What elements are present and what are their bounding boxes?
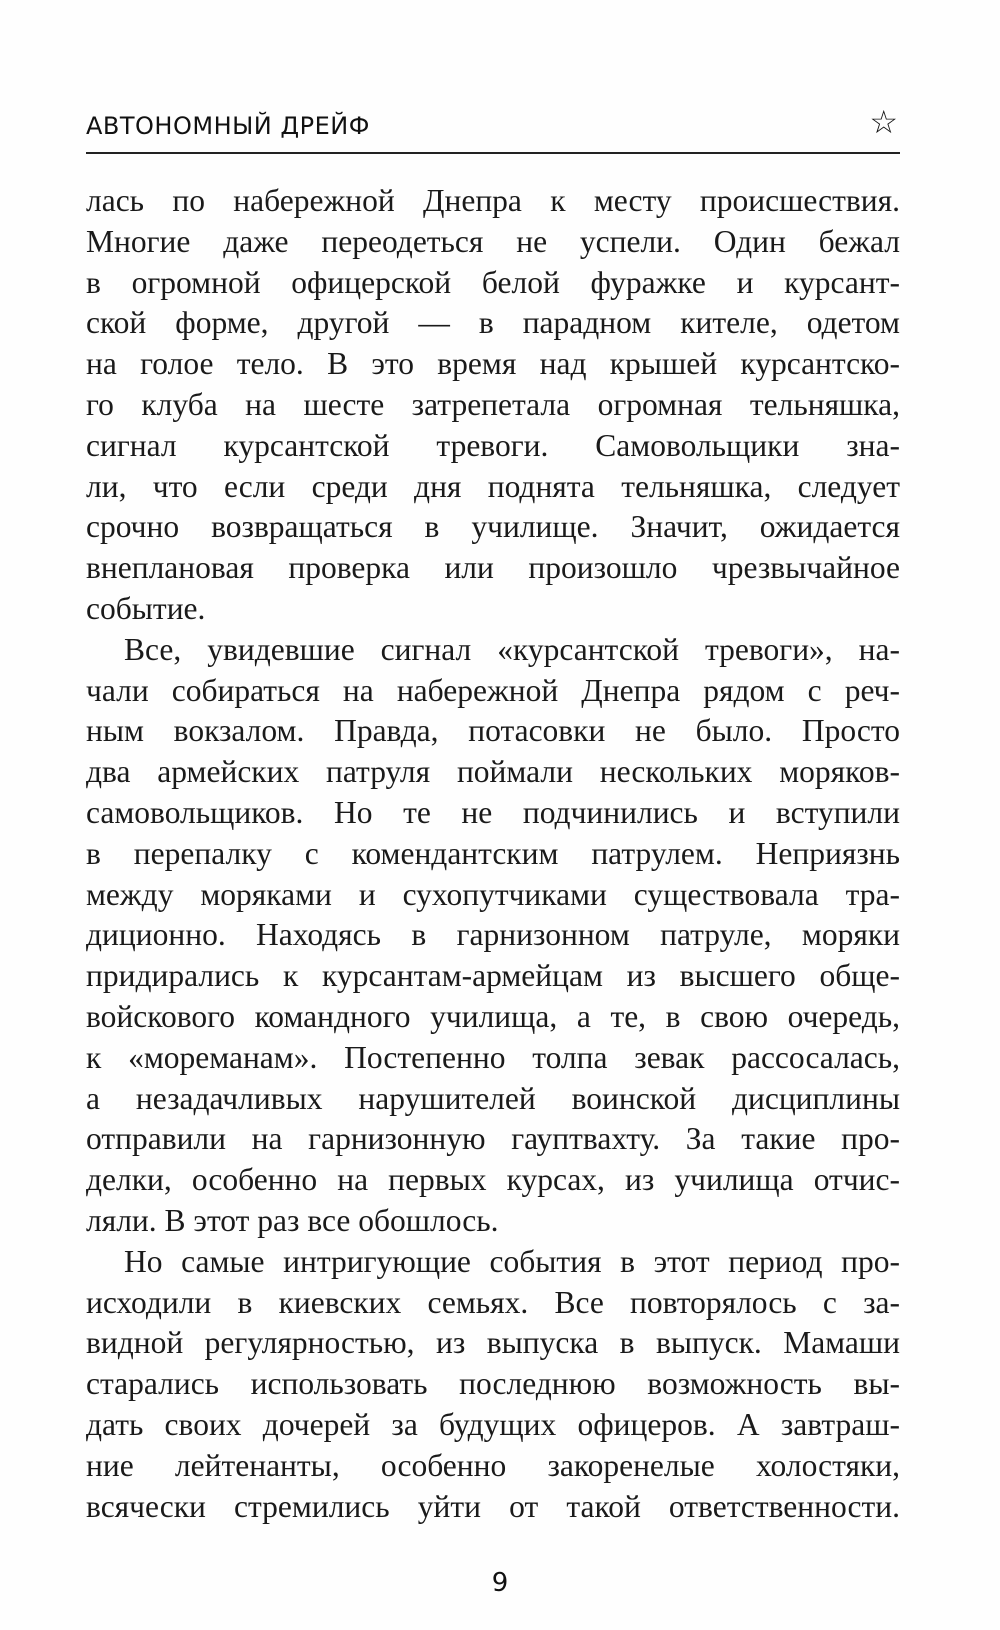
text-line: самовольщиков. Но те не подчинились и вступили (86, 794, 900, 830)
text-line: Но самые интригующие события в этот период про- (124, 1243, 900, 1279)
paragraph (86, 1242, 900, 1528)
text-line: Многие даже переодеться не успели. Один бежал (86, 223, 900, 259)
text-line: исходили в киевских семьях. Все повторялось с за- (86, 1284, 900, 1320)
text-line: отправили на гарнизонную гауптвахту. За такие про- (86, 1121, 900, 1157)
text-line: а незадачливых нарушителей воинской дисциплины (86, 1080, 900, 1116)
text-line: в огромной офицерской белой фуражке и курсант- (86, 264, 900, 300)
text-line: видной регулярностью, из выпуска в выпуск. Мамаши (86, 1325, 900, 1361)
text-line: срочно возвращаться в училище. Значит, ожидается (86, 509, 900, 545)
text-line: в перепалку с комендантским патрулем. Неприязнь (86, 835, 900, 871)
text-line: на голое тело. В это время над крышей курсантско- (86, 346, 900, 382)
page-number: 9 (491, 1568, 509, 1598)
text-line: Все, увидевшие сигнал «курсантской тревоги», на- (124, 631, 900, 667)
paragraph (86, 630, 900, 1242)
text-line: событие. (86, 590, 206, 626)
body-text (86, 181, 900, 1527)
text-line: ние лейтенанты, особенно закоренелые холостяки, (86, 1447, 900, 1483)
text-line: делки, особенно на первых курсах, из училища отчис- (86, 1162, 900, 1198)
text-line: внеплановая проверка или произошло чрезвычайное (86, 550, 900, 586)
text-line: придирались к курсантам-армейцам из высшего обще- (86, 958, 900, 994)
text-line: диционно. Находясь в гарнизонном патруле, моряки (86, 917, 900, 953)
text-line: го клуба на шесте затрепетала огромная тельняшка, (86, 386, 900, 422)
text-line: сигнал курсантской тревоги. Самовольщики зна- (86, 427, 900, 463)
text-line: два армейских патруля поймали нескольких моряков- (86, 754, 900, 790)
running-header (86, 103, 900, 156)
text-line: чали собираться на набережной Днепра рядом с реч- (86, 672, 900, 708)
text-line: к «мореманам». Постепенно толпа зевак рассосалась, (86, 1039, 900, 1075)
header-rule (86, 152, 900, 154)
text-line: между моряками и сухопутчиками существовала тра- (86, 876, 900, 912)
text-line: войскового командного училища, а те, в свою очередь, (86, 998, 900, 1034)
text-line: дать своих дочерей за будущих офицеров. А завтраш- (86, 1406, 900, 1442)
text-line: всячески стремились уйти от такой ответственности. (86, 1488, 900, 1524)
text-line: лась по набережной Днепра к месту происшествия. (86, 183, 900, 218)
running-title: АВТОНОМНЫЙ ДРЕЙФ (86, 112, 370, 140)
text-line: ской форме, другой — в парадном кителе, одетом (86, 305, 900, 341)
star-icon: ☆ (869, 103, 898, 141)
text-line: ным вокзалом. Правда, потасовки не было. Просто (86, 713, 900, 749)
text-line: ляли. В этот раз все обошлось. (86, 1202, 499, 1238)
text-line: ли, что если среди дня поднята тельняшка, следует (86, 468, 900, 504)
text-line: старались использовать последнюю возможность вы- (86, 1366, 900, 1402)
paragraph (86, 181, 900, 630)
